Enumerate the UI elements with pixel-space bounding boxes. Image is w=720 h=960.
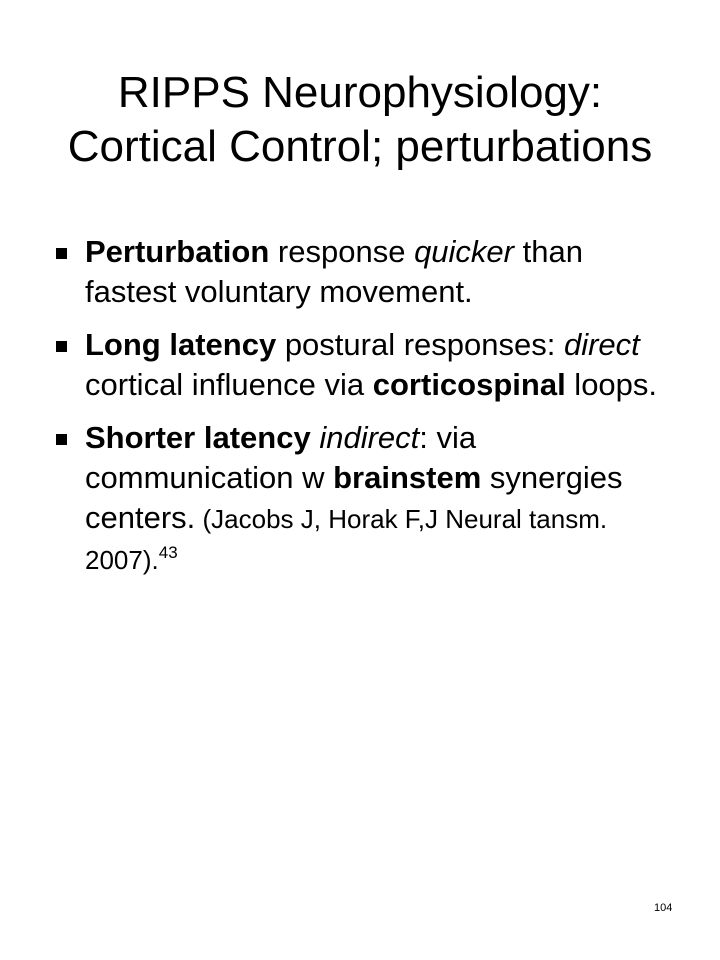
bullet-item-long-latency	[52, 325, 672, 405]
bullet-text: synergies centers.	[85, 460, 623, 535]
bullet-italic-term: indirect	[319, 420, 420, 455]
bullet-text: response	[269, 234, 415, 269]
title-line-2: Cortical Control; perturbations	[67, 122, 653, 171]
bullet-text: : via communication w	[85, 420, 477, 495]
bullet-item-perturbation	[52, 232, 672, 312]
bullet-bold-term: Long latency	[85, 327, 277, 362]
bullet-italic-term: direct	[563, 327, 640, 362]
bullet-text: than fastest voluntary movement.	[85, 234, 583, 309]
bullet-list	[52, 232, 672, 580]
bullet-text: postural responses:	[276, 327, 564, 362]
citation: (Jacobs J, Horak F,J Neural tansm. 2007).	[85, 504, 608, 575]
bullet-bold-term: Shorter latency	[85, 420, 311, 455]
reference-number: 43	[158, 543, 178, 562]
square-bullet-icon	[56, 434, 67, 445]
slide-title	[20, 66, 700, 174]
bullet-bold-term: Perturbation	[85, 234, 270, 269]
page-number: 104	[654, 902, 673, 914]
bullet-bold-term: brainstem	[333, 460, 482, 495]
bullet-text: cortical influence via	[85, 367, 373, 402]
square-bullet-icon	[56, 248, 67, 259]
square-bullet-icon	[56, 341, 67, 352]
bullet-text: loops.	[565, 367, 658, 402]
bullet-bold-term: corticospinal	[372, 367, 566, 402]
bullet-italic-term: quicker	[414, 234, 514, 269]
bullet-item-shorter-latency	[52, 418, 672, 580]
title-line-1: RIPPS Neurophysiology:	[117, 68, 603, 117]
